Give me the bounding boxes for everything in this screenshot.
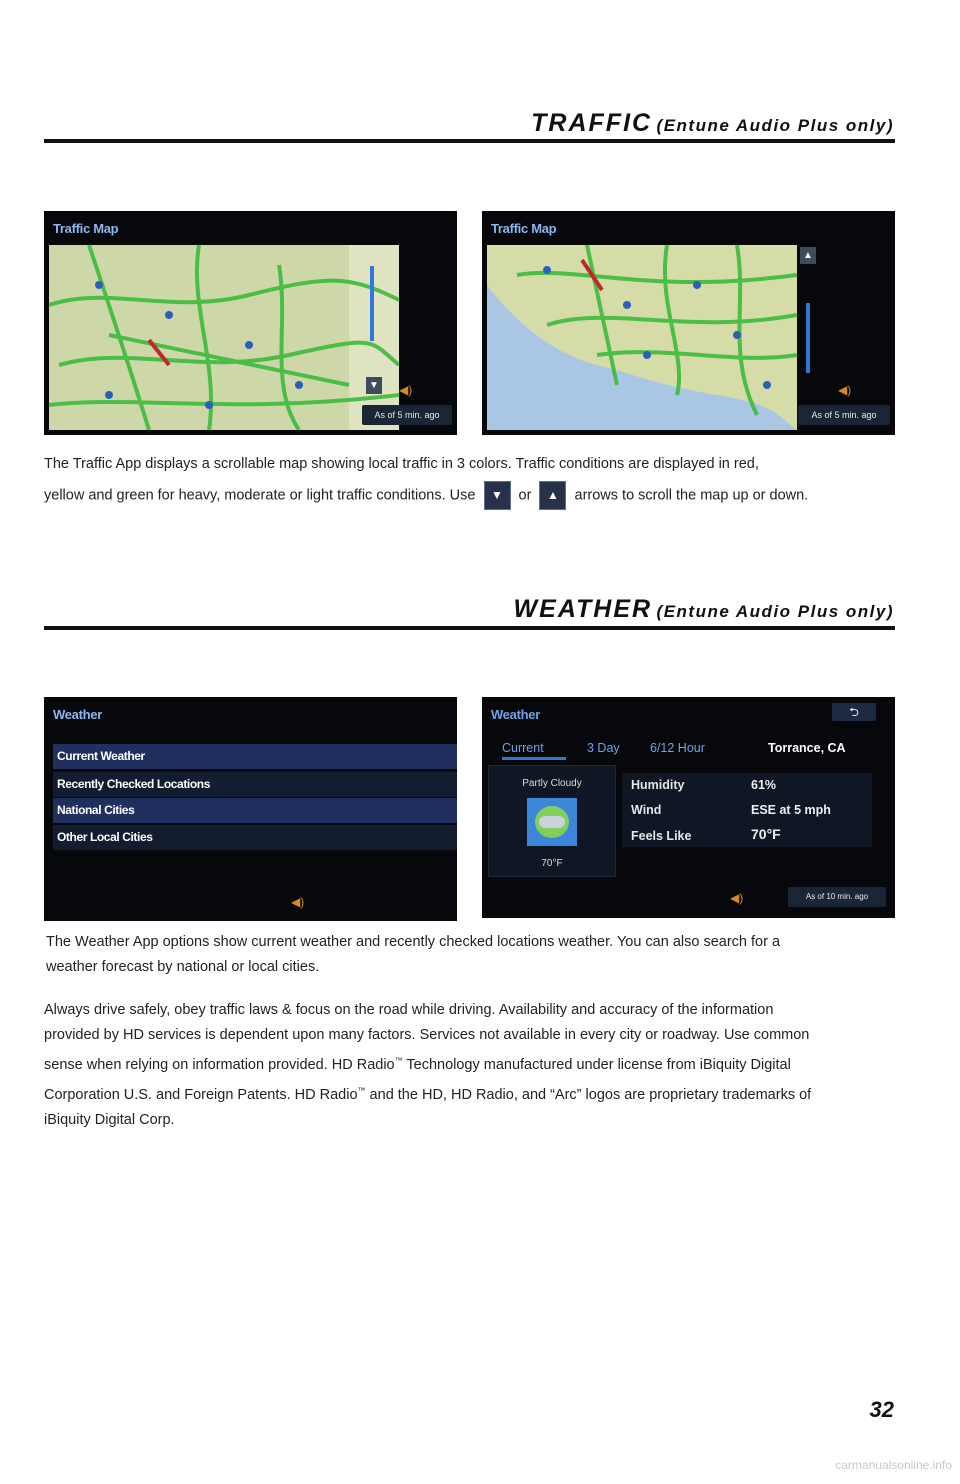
disclaimer-line-1: Always drive safely, obey traffic laws & focus on the road while driving. Availability and accuracy of the information [44, 1002, 774, 1018]
traffic-screen-1 [44, 211, 457, 435]
weather-body [46, 930, 896, 980]
traffic-heading-sub: (Entune Audio Plus only) [656, 116, 894, 135]
disclaimer-line-4a: Corporation U.S. and Foreign Patents. HD Radio [44, 1086, 358, 1103]
tab-current[interactable]: Current [502, 741, 566, 760]
speaker-icon: ◀) [291, 895, 305, 909]
disclaimer-line-3b: Technology manufactured under license from iBiquity Digital [402, 1056, 791, 1073]
disclaimer-line-3 [44, 1048, 894, 1078]
watermark: carmanualsonline.info [835, 1458, 952, 1472]
traffic-heading-title: TRAFFIC [531, 109, 653, 137]
weather-heading-title: WEATHER [513, 595, 653, 623]
menu-item-current-weather[interactable]: Current Weather [53, 744, 457, 769]
weather-body-line-1: The Weather App options show current weather and recently checked locations weather. You can also search for a [46, 934, 781, 950]
traffic-screen-title: Traffic Map [491, 221, 557, 236]
traffic-body [44, 452, 894, 510]
menu-item-national-cities[interactable]: National Cities [53, 798, 457, 823]
back-button[interactable] [832, 703, 876, 721]
current-conditions-panel [488, 765, 616, 877]
traffic-rule [44, 139, 895, 143]
wind-value: ESE at 5 mph [751, 803, 831, 817]
weather-rule [44, 626, 895, 630]
traffic-map-2[interactable] [487, 245, 797, 430]
humidity-label: Humidity [631, 778, 685, 792]
scroll-up-button[interactable] [800, 247, 816, 264]
arrow-up-icon: ▲ [803, 250, 813, 261]
feels-like-label: Feels Like [631, 829, 692, 843]
disclaimer-line-4b: and the HD, HD Radio, and “Arc” logos are proprietary trademarks of [365, 1086, 812, 1103]
weather-location: Torrance, CA [768, 741, 846, 755]
weather-screen-title: Weather [491, 707, 540, 722]
traffic-map-1[interactable] [49, 245, 399, 430]
humidity-value: 61% [751, 778, 777, 792]
tab-3-day[interactable]: 3 Day [587, 741, 620, 755]
disclaimer-line-2: provided by HD services is dependent upon many factors. Services not available in every city or roadway. Use common [44, 1027, 810, 1043]
back-arrow-icon: ⮌ [849, 705, 859, 719]
weather-heading-sub: (Entune Audio Plus only) [656, 602, 894, 621]
traffic-scrollbar-2[interactable] [806, 303, 810, 373]
weather-temp: 70°F [541, 858, 563, 869]
page-number: 32 [869, 1397, 894, 1422]
disclaimer-line-4 [44, 1078, 894, 1108]
weather-condition: Partly Cloudy [522, 778, 582, 789]
up-arrow-icon: ▲ [539, 481, 566, 510]
disclaimer [44, 998, 894, 1133]
weather-asof: As of 10 min. ago [788, 887, 886, 907]
down-arrow-icon: ▼ [484, 481, 511, 510]
partly-cloudy-icon [527, 798, 577, 846]
traffic-screen-title: Traffic Map [53, 221, 119, 236]
trademark-symbol: ™ [394, 1056, 403, 1065]
traffic-scrollbar-1[interactable] [370, 266, 374, 341]
traffic-asof-1: As of 5 min. ago [362, 405, 452, 425]
weather-body-line-2: weather forecast by national or local cities. [46, 959, 320, 975]
disclaimer-line-5: iBiquity Digital Corp. [44, 1111, 175, 1128]
tab-6-12-hour[interactable]: 6/12 Hour [650, 741, 705, 755]
trademark-symbol: ™ [357, 1085, 366, 1095]
weather-screen-title: Weather [53, 707, 102, 722]
traffic-asof-2: As of 5 min. ago [798, 405, 890, 425]
weather-screen-1 [44, 697, 457, 921]
weather-heading [44, 595, 894, 624]
wind-label: Wind [631, 803, 662, 817]
traffic-screen-2 [482, 211, 895, 435]
speaker-icon: ◀) [838, 383, 852, 397]
traffic-body-line-1: The Traffic App displays a scrollable map showing local traffic in 3 colors. Traffic conditions are displayed in red, [44, 456, 759, 472]
traffic-heading [44, 109, 894, 138]
traffic-body-line-2 [44, 481, 894, 510]
speaker-icon: ◀) [399, 383, 413, 397]
traffic-body-line-2a: yellow and green for heavy, moderate or light traffic conditions. Use [44, 487, 476, 504]
speaker-icon: ◀) [730, 891, 744, 905]
traffic-body-line-2b: arrows to scroll the map up or down. [574, 487, 809, 504]
arrow-down-icon: ▼ [369, 380, 379, 391]
weather-screen-2 [482, 697, 895, 918]
feels-like-value: 70°F [751, 826, 781, 842]
menu-item-recent-locations[interactable]: Recently Checked Locations [53, 772, 457, 797]
menu-item-local-cities[interactable]: Other Local Cities [53, 825, 457, 850]
scroll-down-button[interactable] [366, 377, 382, 394]
traffic-body-or: or [518, 487, 532, 504]
disclaimer-line-3a: sense when relying on information provided. HD Radio [44, 1056, 395, 1073]
